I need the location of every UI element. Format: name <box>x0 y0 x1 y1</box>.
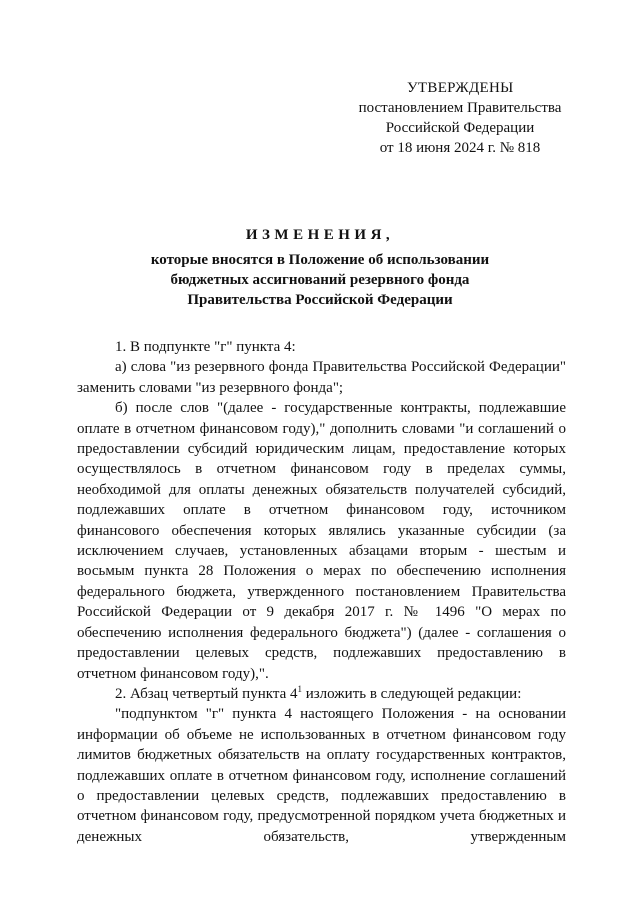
title-main: ИЗМЕНЕНИЯ, <box>245 227 395 243</box>
paragraph-4 <box>77 684 566 704</box>
paragraph-3: б) после слов "(далее - государственные контракты, подлежавшие оплате в отчетном финансовом году)," дополнить словами "и соглашений о предоставлении субсидий юридическим лицам, предоставление которых осуществлялось в отчетном финансовом году в пределах суммы, необходимой для оплаты денежных обязательств получателей субсидий, подлежавших оплате в отчетном финансовом году, источником финансового обеспечения которых являлись указанные субсидии (за исключением случаев, установленных абзацами вторым - шестым и восьмым пункта 28 Положения о мерах по обеспечению исполнения федерального бюджета, утвержденного постановлением Правительства Российской Федерации от 9 декабря 2017 г. № 1496 "О мерах по обеспечению исполнения федерального бюджета") (далее - соглашения о предоставлении целевых средств, подлежавших предоставлению в отчетном финансовом году),". <box>77 400 566 682</box>
title-sub-1: которые вносятся в Положение об использовании <box>150 252 490 268</box>
title-sub-2: бюджетных ассигнований резервного фонда <box>170 272 470 288</box>
paragraph-4-superscript: 1 <box>297 683 302 694</box>
document-title <box>60 225 580 310</box>
document-body <box>77 337 566 847</box>
title-sub-3: Правительства Российской Федерации <box>187 292 453 308</box>
paragraph-4-text-b: изложить в следующей редакции: <box>301 685 522 702</box>
paragraph-1: 1. В подпункте "г" пункта 4: <box>115 339 296 355</box>
approval-line-3: от 18 июня 2024 г. № 818 <box>379 140 541 156</box>
paragraph-5: "подпунктом "г" пункта 4 настоящего Положения - на основании информации об объеме не использованных в отчетном финансовом году лимитов бюджетных обязательств на оплату государственных контрактов, подлежавших оплате в отчетном финансовом году, исполнение соглашений о предоставлении целевых средств, подлежавших предоставлению в отчетном финансовом году, предусмотренной порядком учета бюджетных и денежных обязательств, утвержденным <box>77 706 566 845</box>
approval-line-2: Российской Федерации <box>385 120 535 136</box>
approval-line-1: постановлением Правительства <box>358 100 562 116</box>
approval-heading: УТВЕРЖДЕНЫ <box>407 80 514 96</box>
paragraph-4-text-a: 2. Абзац четвертый пункта 4 <box>115 685 298 702</box>
approval-stamp <box>320 78 600 158</box>
paragraph-2: а) слова "из резервного фонда Правительства Российской Федерации" заменить словами "из резервного фонда"; <box>77 359 566 396</box>
